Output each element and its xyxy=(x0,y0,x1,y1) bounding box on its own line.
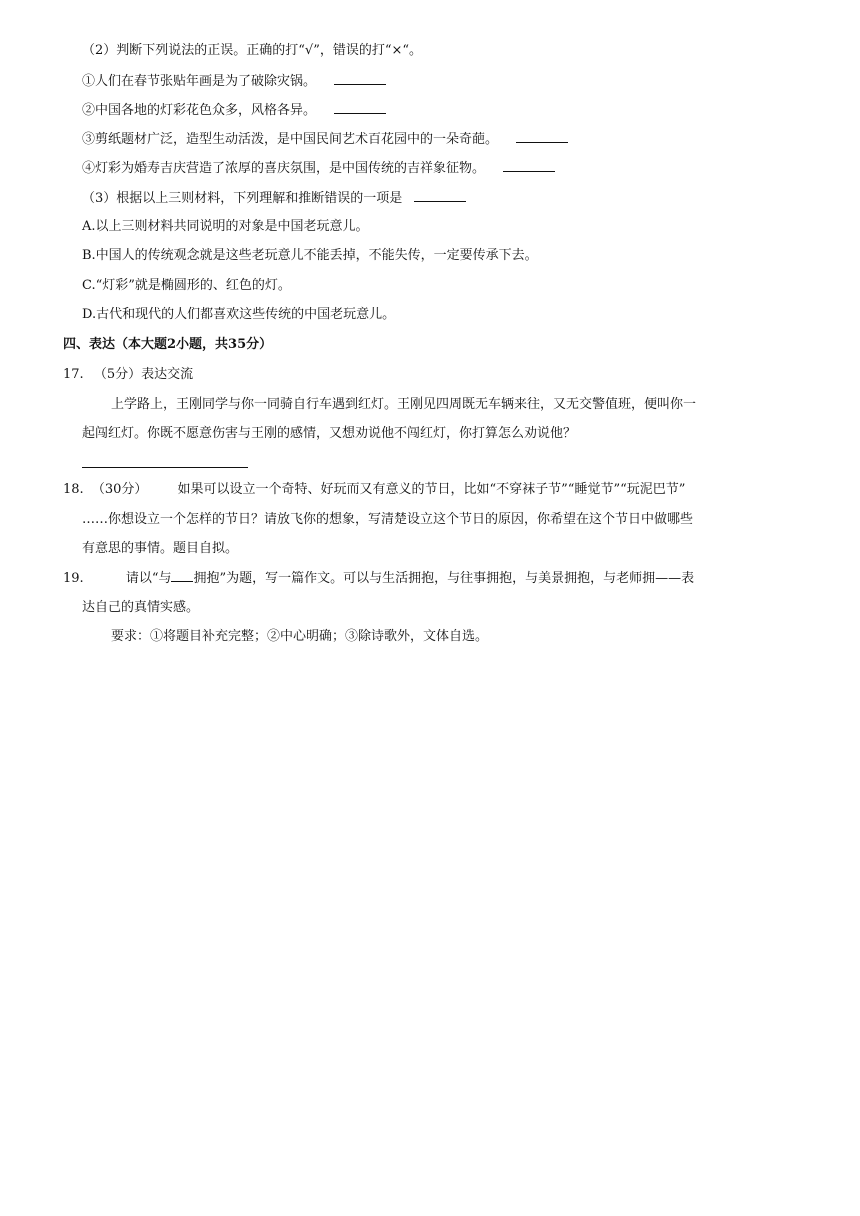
part3-header-text: （3）根据以上三则材料，下列理解和推断错误的一项是 xyxy=(82,191,403,206)
q17-body-line-1-text: 上学路上，王刚同学与你一同骑自行车遇到红灯。王刚见四周既无车辆来往，又无交警值班，便叫你一 xyxy=(111,397,697,412)
answer-blank-4[interactable] xyxy=(503,159,555,172)
section-4-title-text: 四、表达（本大题2小题，共35分） xyxy=(63,337,273,352)
judge-item-1 xyxy=(82,72,386,91)
judge-item-2-text: ②中国各地的灯彩花色众多，风格各异。 xyxy=(82,103,317,118)
q18-line-1-text: 如果可以设立一个奇特、好玩而又有意义的节日，比如“不穿袜子节”“睡觉节”“玩泥巴节” xyxy=(177,482,686,497)
q19-line-2 xyxy=(82,599,199,617)
q19-requirements-text: 要求：①将题目补充完整；②中心明确；③除诗歌外，文体自选。 xyxy=(111,629,489,644)
q19-line-1 xyxy=(63,569,694,588)
q17-head-text: （5分）表达交流 xyxy=(93,367,194,382)
option-c xyxy=(82,277,291,295)
part2-header-text: （2）判断下列说法的正误。正确的打“√”，错误的打“×“。 xyxy=(82,43,423,58)
judge-item-3-text: ③剪纸题材广泛，造型生动活泼，是中国民间艺术百花园中的一朵奇葩。 xyxy=(82,132,499,147)
part3-header xyxy=(82,189,466,208)
answer-blank-5[interactable] xyxy=(414,189,466,202)
q19-line-2-text: 达自己的真情实感。 xyxy=(82,600,200,615)
q18-score: （30分） xyxy=(91,482,148,497)
judge-item-4 xyxy=(82,159,555,178)
q19-line-1-prefix: 请以“与 xyxy=(125,571,172,586)
option-d-text: D.古代和现代的人们都喜欢这些传统的中国老玩意儿。 xyxy=(82,307,396,322)
q17-number: 17. xyxy=(63,367,84,382)
q17-body-line-2 xyxy=(82,425,576,443)
q19-number: 19. xyxy=(63,571,84,586)
option-b xyxy=(82,247,538,265)
q17-body-line-2-text: 起闯红灯。你既不愿意伤害与王刚的感情，又想劝说他不闯红灯，你打算怎么劝说他？ xyxy=(82,426,577,441)
judge-item-3 xyxy=(82,130,568,149)
part2-header xyxy=(82,42,422,60)
answer-blank-1[interactable] xyxy=(334,72,386,85)
q18-line-2-text: ……你想设立一个怎样的节日？请放飞你的想象，写清楚设立这个节日的原因，你希望在这个节日中做哪些 xyxy=(82,512,694,527)
q18-number: 18. xyxy=(63,482,84,497)
q18-line-2 xyxy=(82,511,693,529)
q17-body-line-1 xyxy=(111,396,696,414)
q19-title-blank[interactable] xyxy=(171,569,193,582)
q19-line-1-suffix: 拥抱”为题，写一篇作文。可以与生活拥抱，与往事拥抱，与美景拥抱，与老师拥——表 xyxy=(193,571,695,586)
q18-line-1 xyxy=(63,481,685,499)
answer-blank-2[interactable] xyxy=(334,101,386,114)
q17-head xyxy=(63,366,193,384)
judge-item-4-text: ④灯彩为婚寿吉庆营造了浓厚的喜庆氛围，是中国传统的吉祥象征物。 xyxy=(82,161,486,176)
section-4-title xyxy=(63,336,272,354)
option-b-text: B.中国人的传统观念就是这些老玩意儿不能丢掉，不能失传，一定要传承下去。 xyxy=(82,248,538,263)
q18-line-3 xyxy=(82,540,238,558)
option-a-text: A.以上三则材料共同说明的对象是中国老玩意儿。 xyxy=(82,219,369,234)
judge-item-1-text: ①人们在春节张贴年画是为了破除灾锅。 xyxy=(82,74,317,89)
q19-requirements xyxy=(111,628,488,646)
q17-answer-line[interactable] xyxy=(82,467,248,468)
answer-blank-3[interactable] xyxy=(516,130,568,143)
judge-item-2 xyxy=(82,101,386,120)
option-c-text: C.“灯彩”就是椭圆形的、红色的灯。 xyxy=(82,278,291,293)
q18-line-3-text: 有意思的事情。题目自拟。 xyxy=(82,541,239,556)
option-d xyxy=(82,306,395,324)
option-a xyxy=(82,218,369,236)
